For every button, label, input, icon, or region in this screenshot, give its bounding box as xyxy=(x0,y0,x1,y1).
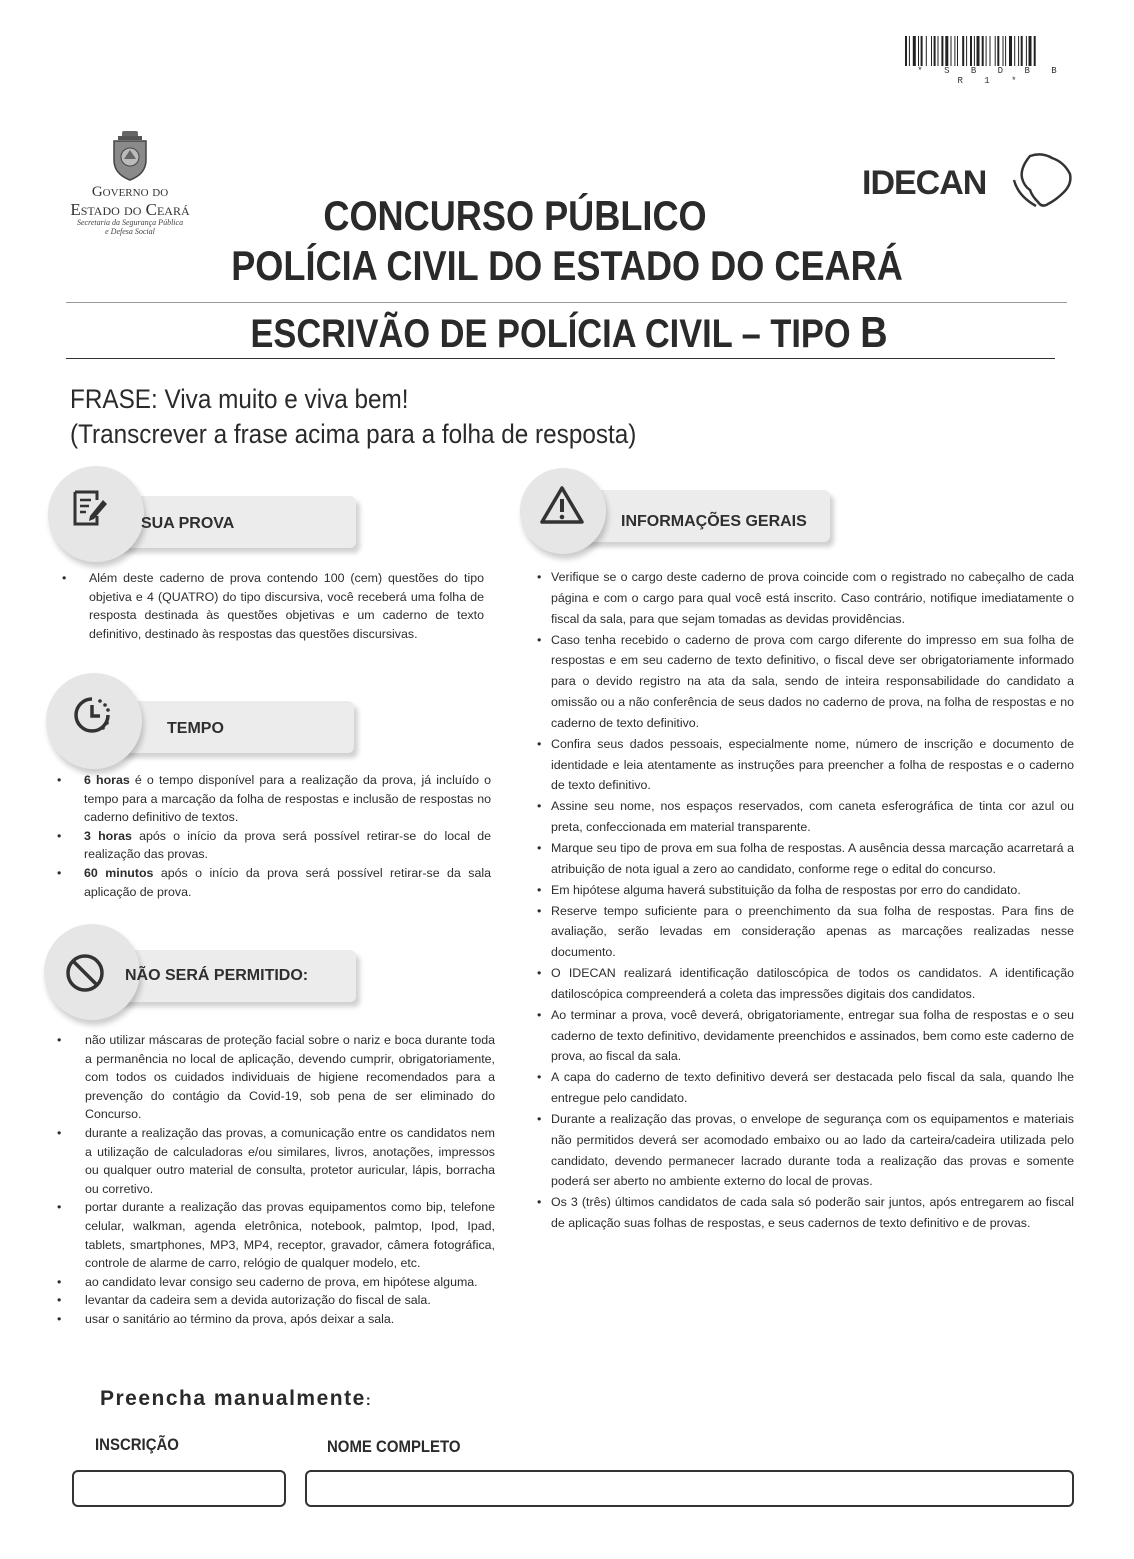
list-item: • A capa do caderno de texto definitivo deverá ser destacada pelo fiscal da sala, quando lhe entregue pelo candidato. xyxy=(537,1067,1074,1109)
nao-permitido-list xyxy=(57,1031,495,1329)
barcode-bar xyxy=(957,36,958,66)
barcode-bar xyxy=(1029,36,1032,66)
section-header-sua-prova xyxy=(48,466,368,532)
list-item: • Marque seu tipo de prova em sua folha de respostas. A ausência dessa marcação acarretará a atribuição de nota igual a zero ao candidato, conforme rege o edital do concurso. xyxy=(537,838,1074,880)
list-item: • Em hipótese alguma haverá substituição da folha de respostas por erro do candidato. xyxy=(537,880,1074,901)
list-item-text: após o início da prova será possível retirar-se da sala aplicação de prova. xyxy=(84,865,491,899)
tempo-list xyxy=(57,771,491,901)
section-header-info-gerais xyxy=(520,468,850,528)
sua-prova-list xyxy=(62,569,484,643)
frase-block xyxy=(70,382,636,452)
section-header-nao-permitido xyxy=(44,924,374,984)
list-item: • Caso tenha recebido o caderno de prova com cargo diferente do impresso em sua folha de respostas e em seu caderno de texto definitivo, o fiscal deve ser obrigatoriamente informado para o devido registro na ata da sala, sendo de inteira responsabilidade do candidato a omissão ou a não conferência de seus dados no caderno de prova, na folha de respostas e no caderno de texto definitivo. xyxy=(537,630,1074,734)
inscricao-field[interactable] xyxy=(72,1470,286,1507)
barcode-bar xyxy=(1005,36,1006,66)
divider xyxy=(66,302,1067,303)
barcode-text: * S B D B B R 1 * xyxy=(917,66,1065,86)
list-item: • Confira seus dados pessoais, especialmente nome, número de inscrição e documento de identidade e leia atentamente as instruções para preencher a folha de respostas e o caderno de texto definitivo. xyxy=(537,734,1074,797)
brazil-map-icon xyxy=(1012,150,1076,210)
page-title-policia: POLÍCIA CIVIL DO ESTADO DO CEARÁ xyxy=(231,242,903,289)
list-item: • Ao terminar a prova, você deverá, obrigatoriamente, entregar sua folha de respostas e o seu caderno de texto definitivo, devidamente preenchidos e assinados, bem como este caderno de prova, ao fiscal da sala. xyxy=(537,1005,1074,1068)
nome-completo-label: NOME COMPLETO xyxy=(327,1437,461,1456)
barcode-bar xyxy=(918,36,919,66)
crest-icon xyxy=(108,130,152,182)
time-highlight: 60 minutos xyxy=(84,865,154,880)
list-item: • Os 3 (três) últimos candidatos de cada sala só poderão sair juntos, após entregarem ao fiscal de aplicação suas folhas de respostas, e seus cadernos de texto definitivo e de provas. xyxy=(537,1192,1074,1234)
tipo-letter: B xyxy=(860,308,888,357)
barcode-bar xyxy=(909,36,910,66)
list-item: • Verifique se o cargo deste caderno de prova coincide com o registrado no cabeçalho de cada página e com o cargo para qual você está inscrito. Caso contrário, notifique imediatamente o fiscal da sala, para que sejam tomadas as devidas providências. xyxy=(537,567,1074,630)
barcode-bar xyxy=(945,36,948,66)
clock-timer-icon xyxy=(70,693,114,737)
barcode-bar xyxy=(970,36,972,66)
gov-sub1: Secretaria da Segurança Pública xyxy=(76,218,184,227)
barcode-bar xyxy=(977,36,980,66)
barcode-bar xyxy=(962,36,964,66)
barcode-bar xyxy=(990,36,991,66)
list-item-text: após o início da prova será possível retirar-se do local de realização das provas. xyxy=(84,828,491,862)
barcode-bar xyxy=(913,36,916,66)
list-item: • ao candidato levar consigo seu caderno de prova, em hipótese alguma. xyxy=(57,1273,495,1292)
list-item: • Além deste caderno de prova contendo 100 (cem) questões do tipo objetiva e 4 (QUATRO) do tipo discursiva, você receberá uma folha de resposta destinada às questões objetivas e um caderno de texto definitivo, destinado às respostas das questões discursivas. xyxy=(62,569,484,643)
barcode-bar xyxy=(1021,36,1023,66)
barcode-bar xyxy=(1034,36,1036,66)
barcode-bar xyxy=(982,36,984,66)
barcode-bar xyxy=(1026,36,1027,66)
barcode-bar xyxy=(997,36,999,66)
barcode-bar xyxy=(951,36,952,66)
prohibited-icon xyxy=(64,952,106,994)
fill-manually-colon: : xyxy=(365,1392,373,1409)
section-title: SUA PROVA xyxy=(141,515,235,532)
list-item: • O IDECAN realizará identificação datiloscópica de todos os candidatos. A identificação datiloscópica compreenderá a coleta das impressões digitais dos candidatos. xyxy=(537,963,1074,1005)
barcode-bar xyxy=(1003,36,1004,66)
list-item: • Assine seu nome, nos espaços reservados, com caneta esferográfica de tinta cor azul ou preta, confeccionada em material transparente. xyxy=(537,796,1074,838)
divider xyxy=(66,358,1055,359)
barcode xyxy=(905,36,1077,66)
barcode-bar xyxy=(954,36,955,66)
nome-completo-field[interactable] xyxy=(305,1470,1074,1507)
gov-line1: Governo do xyxy=(91,184,169,200)
info-gerais-content xyxy=(537,567,1074,1234)
list-item: • não utilizar máscaras de proteção facial sobre o nariz e boca durante toda a permanência no local de aplicação, devendo cumprir, obrigatoriamente, com todos os cuidados individuais de higiene recomendados para a prevenção do contágio da Covid-19, sob pena de ser eliminado do Concurso. xyxy=(57,1031,495,1124)
page-subtitle xyxy=(81,308,1056,358)
nao-permitido-content xyxy=(57,1031,495,1329)
barcode-bar xyxy=(934,36,936,66)
section-header-tempo xyxy=(46,673,366,737)
idecan-text: IDECAN xyxy=(862,164,987,202)
list-item-text: é o tempo disponível para a realização da prova, já incluído o tempo para a marcação da folha de respostas e inclusão de respostas no caderno definitivo de textos. xyxy=(84,773,491,825)
time-highlight: 6 horas xyxy=(84,773,130,787)
barcode-bar xyxy=(966,36,967,66)
list-item: • durante a realização das provas, a comunicação entre os candidatos nem a utilização de calculadoras e/ou similares, livros, anotações, impressos ou qualquer outro material de consulta, protetor auricular, lápis, borracha ou corretivo. xyxy=(57,1124,495,1198)
list-item xyxy=(57,771,491,827)
list-item: • usar o sanitário ao término da prova, após deixar a sala. xyxy=(57,1310,495,1329)
time-highlight: 3 horas xyxy=(84,828,132,843)
subtitle-text: ESCRIVÃO DE POLÍCIA CIVIL – TIPO xyxy=(250,312,851,356)
barcode-bar xyxy=(931,36,932,66)
barcode-bar xyxy=(995,36,996,66)
barcode-bar xyxy=(1014,36,1015,66)
list-item: • levantar da cadeira sem a devida autorização do fiscal de sala. xyxy=(57,1291,495,1310)
section-title: INFORMAÇÕES GERAIS xyxy=(621,513,807,530)
barcode-bar xyxy=(1009,36,1012,66)
list-item: • Reserve tempo suficiente para o preenchimento da sua folha de respostas. Para fins de avaliação, serão levadas em consideração apenas as marcações realizadas nesse documento. xyxy=(537,901,1074,964)
barcode-bar xyxy=(1018,36,1019,66)
barcode-bar xyxy=(921,36,923,66)
info-gerais-list xyxy=(537,567,1074,1234)
barcode-bar xyxy=(974,36,975,66)
list-item: • Durante a realização das provas, o envelope de segurança com os equipamentos e materiais não permitidos deverá ser acomodado embaixo ou ao lado da carteira/cadeira utilizada pelo candidato, devendo permanecer lacrado durante toda a realização das provas e somente poderá ser aberto no ambiente externo do local de provas. xyxy=(537,1109,1074,1192)
sua-prova-content xyxy=(62,569,484,643)
section-title: NÃO SERÁ PERMITIDO: xyxy=(125,967,309,984)
gov-line2: Estado do Ceará xyxy=(70,200,190,219)
fill-manually-heading xyxy=(100,1387,372,1411)
list-item xyxy=(57,827,491,864)
barcode-bar xyxy=(986,36,987,66)
tempo-content xyxy=(57,771,491,901)
page-title-concurso: CONCURSO PÚBLICO xyxy=(323,192,707,239)
warning-triangle-icon xyxy=(538,484,586,528)
list-item xyxy=(57,864,491,901)
barcode-bar xyxy=(941,36,943,66)
frase-instruction: (Transcrever a frase acima para a folha de resposta) xyxy=(70,419,637,449)
gov-sub2: e Defesa Social xyxy=(105,227,155,236)
section-title: TEMPO xyxy=(167,720,224,737)
barcode-bar xyxy=(926,36,927,66)
barcode-bar xyxy=(938,36,939,66)
fill-manually-text: Preencha manualmente xyxy=(100,1387,366,1410)
edit-document-icon xyxy=(70,488,110,528)
list-item: • portar durante a realização das provas equipamentos como bip, telefone celular, walkman, agenda eletrônica, notebook, palmtop, Ipod, Ipad, tablets, smartphones, MP3, MP4, receptor, gravador, câmera fotográfica, controle de alarme de carro, relógio de qualquer modelo, etc. xyxy=(57,1198,495,1272)
frase-line: FRASE: Viva muito e viva bem! xyxy=(70,384,409,414)
barcode-bar xyxy=(905,36,907,66)
inscricao-label: INSCRIÇÃO xyxy=(95,1435,179,1454)
